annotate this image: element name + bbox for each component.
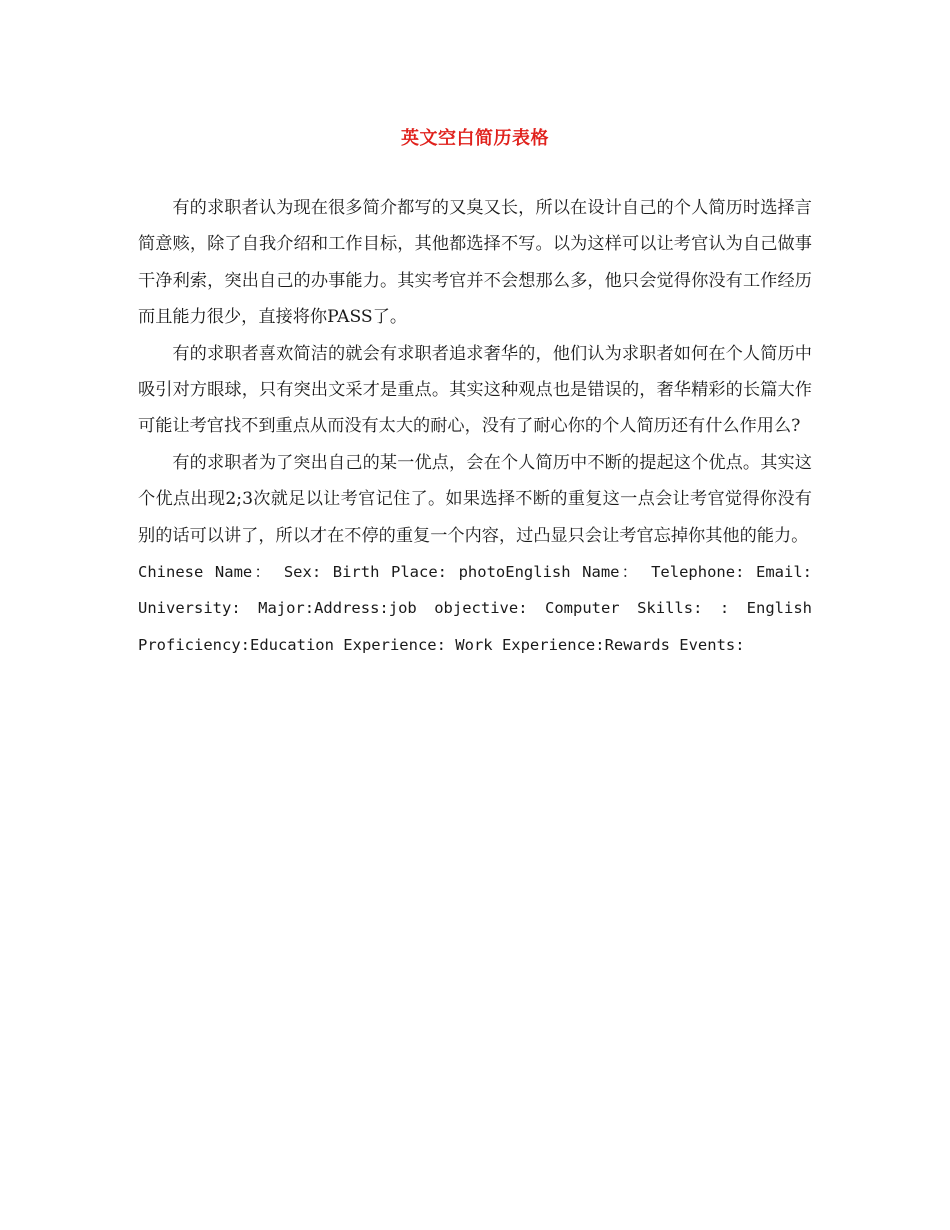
paragraph-3: 有的求职者为了突出自己的某一优点，会在个人简历中不断的提起这个优点。其实这个优点出现2;3次就足以让考官记住了。如果选择不断的重复这一点会让考官觉得你没有别的话可以讲了，所以才在不停的重复一个内容，过凸显只会让考官忘掉你其他的能力。 xyxy=(138,452,812,546)
paragraph-1: 有的求职者认为现在很多简介都写的又臭又长，所以在设计自己的个人简历时选择言简意赅，除了自我介绍和工作目标，其他都选择不写。以为这样可以让考官认为自己做事干净利索，突出自己的办事能力。其实考官并不会想那么多，他只会觉得你没有工作经历而且能力很少，直接将你PASS了。 xyxy=(138,198,812,328)
document-body xyxy=(138,190,812,663)
document-title: 英文空白简历表格 xyxy=(401,128,549,149)
resume-field-labels: Chinese Name： Sex: Birth Place: photoEnglish Name： Telephone: Email: University: Major:Address:job objective: Computer Skills: : English Proficiency:Education Experience: Work Experience:Rewards Events: xyxy=(138,563,812,654)
paragraph-2: 有的求职者喜欢简洁的就会有求职者追求奢华的，他们认为求职者如何在个人简历中吸引对方眼球，只有突出文采才是重点。其实这种观点也是错误的，奢华精彩的长篇大作可能让考官找不到重点从而没有太大的耐心，没有了耐心你的个人简历还有什么作用么? xyxy=(138,343,812,437)
